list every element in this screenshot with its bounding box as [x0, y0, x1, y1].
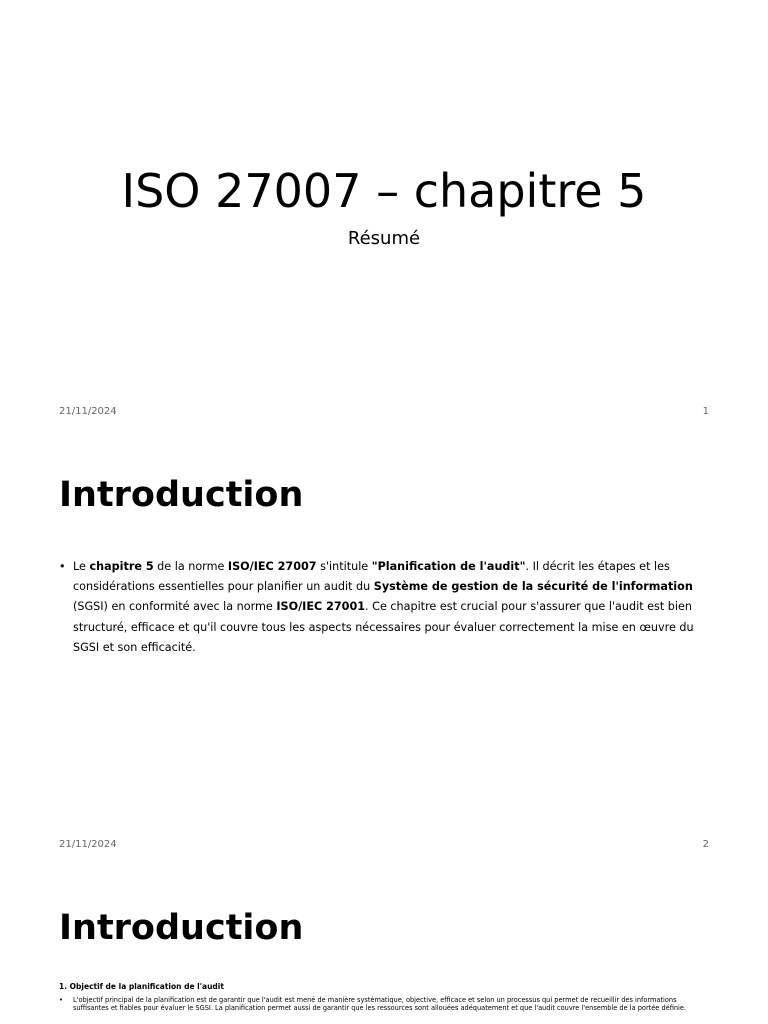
- bullet-bold-standard: ISO/IEC 27007: [227, 560, 317, 573]
- bullet-bold-title: "Planification de l'audit": [371, 560, 526, 573]
- bullet-icon: •: [59, 560, 66, 573]
- bullet-icon: •: [59, 996, 63, 1004]
- bullet-list: [59, 997, 709, 1012]
- slide-date: 21/11/2024: [59, 406, 117, 417]
- presentation-subtitle: Résumé: [347, 228, 421, 249]
- bullet-list: [59, 557, 709, 658]
- slide-introduction: [0, 433, 768, 866]
- slide-heading: Introduction: [59, 475, 304, 515]
- bullet-text: de la norme: [153, 560, 228, 573]
- slide-date: 21/11/2024: [59, 839, 117, 850]
- bullet-text: Le: [73, 560, 90, 573]
- slide-heading: Introduction: [59, 908, 304, 948]
- bullet-bold-chapter: chapitre 5: [89, 560, 154, 573]
- bullet-text: (SGSI) en conformité avec la norme: [73, 600, 277, 614]
- bullet-item: [59, 997, 709, 1012]
- slide-number: 2: [702, 839, 709, 850]
- bullet-item: [59, 557, 709, 658]
- bullet-text: . Il décrit les étapes et les considérations essentielles pour planifier un audit du: [73, 560, 670, 594]
- section-title: 1. Objectif de la planification de l'audit: [59, 982, 224, 991]
- bullet-text: s'intitule: [316, 560, 372, 573]
- bullet-bold-sgsi: Système de gestion de la sécurité de l'information: [373, 580, 693, 594]
- slide-title: [0, 0, 768, 433]
- slide-number: 1: [702, 406, 709, 417]
- slide-introduction-objectives: [0, 866, 768, 1024]
- bullet-text: L'objectif principal de la planification est de garantir que l'audit est mené de manière systématique, objective, efficace et selon un processus qui permet de recueillir des informations suffisantes et fiables pour évaluer le SGSI. La planification permet aussi de garantir que les ressources sont allouées adéquatement et que l'audit couvre l'ensemble de la portée définie.: [73, 996, 687, 1012]
- bullet-text: . Ce chapitre est crucial pour s'assurer que l'audit est bien structuré, efficace et qu'il couvre tous les aspects nécessaires pour évaluer correctement la mise en œuvre du SGSI et son efficacité.: [73, 600, 694, 654]
- presentation-title: ISO 27007 – chapitre 5: [121, 164, 647, 218]
- bullet-bold-27001: ISO/IEC 27001: [276, 600, 366, 614]
